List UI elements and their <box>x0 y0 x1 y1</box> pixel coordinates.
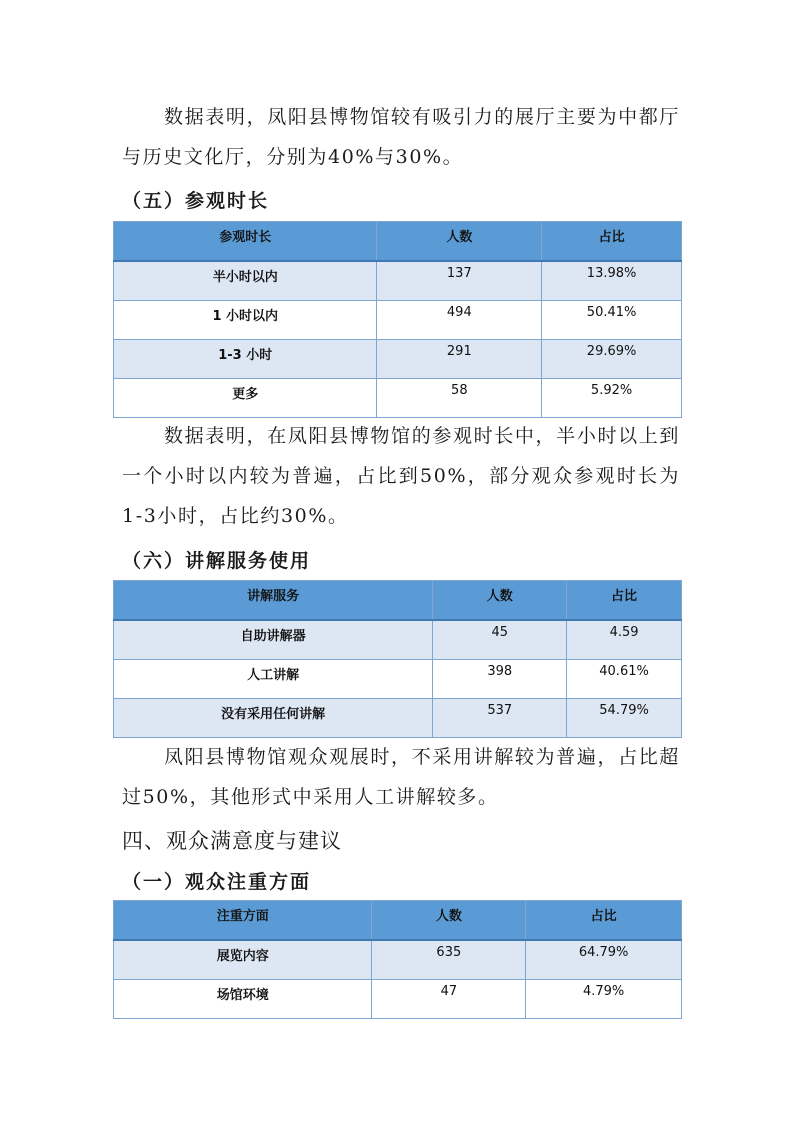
row-label: 场馆环境 <box>114 980 372 1019</box>
row-label: 1 小时以内 <box>114 301 377 340</box>
percent-cell: 13.98% <box>542 261 682 301</box>
count-cell: 635 <box>372 940 526 980</box>
row-label: 人工讲解 <box>114 660 433 699</box>
table-header-row <box>114 581 682 621</box>
table-row <box>114 940 682 980</box>
count-cell: 494 <box>377 301 542 340</box>
table-visitor-focus <box>113 900 682 1019</box>
chapter-heading-satisfaction: 四、观众满意度与建议 <box>122 829 342 853</box>
count-cell: 47 <box>372 980 526 1019</box>
table-row <box>114 699 682 738</box>
count-cell: 58 <box>377 379 542 418</box>
header-cell: 占比 <box>567 581 682 621</box>
table-guide-service <box>113 580 682 738</box>
header-cell: 讲解服务 <box>114 581 433 621</box>
table-row <box>114 660 682 699</box>
percent-cell: 64.79% <box>526 940 682 980</box>
count-cell: 398 <box>433 660 567 699</box>
header-cell: 人数 <box>433 581 567 621</box>
percent-cell: 5.92% <box>542 379 682 418</box>
table-row <box>114 620 682 660</box>
count-cell: 537 <box>433 699 567 738</box>
table-row <box>114 261 682 301</box>
table-row <box>114 301 682 340</box>
row-label: 展览内容 <box>114 940 372 980</box>
percent-cell: 54.79% <box>567 699 682 738</box>
paragraph-visit-duration: 数据表明，在凤阳县博物馆的参观时长中，半小时以上到一个小时以内较为普遍，占比到50%，部分观众参观时长为1-3小时，占比约30%。 <box>122 425 680 527</box>
row-label: 更多 <box>114 379 377 418</box>
header-cell: 人数 <box>372 901 526 941</box>
header-cell: 注重方面 <box>114 901 372 941</box>
paragraph-exhibit-halls: 数据表明，凤阳县博物馆较有吸引力的展厅主要为中都厅与历史文化厅，分别为40%与30%。 <box>122 106 680 168</box>
count-cell: 137 <box>377 261 542 301</box>
table-header-row <box>114 222 682 262</box>
percent-cell: 40.61% <box>567 660 682 699</box>
percent-cell: 4.79% <box>526 980 682 1019</box>
header-cell: 占比 <box>542 222 682 262</box>
header-cell: 人数 <box>377 222 542 262</box>
header-cell: 占比 <box>526 901 682 941</box>
table-header-row <box>114 901 682 941</box>
table-row <box>114 980 682 1019</box>
table-row <box>114 340 682 379</box>
paragraph-guide-service: 凤阳县博物馆观众观展时，不采用讲解较为普遍，占比超过50%，其他形式中采用人工讲解较多。 <box>122 746 680 808</box>
table-visit-duration <box>113 221 682 418</box>
count-cell: 45 <box>433 620 567 660</box>
row-label: 1-3 小时 <box>114 340 377 379</box>
row-label: 没有采用任何讲解 <box>114 699 433 738</box>
percent-cell: 50.41% <box>542 301 682 340</box>
section-heading-guide-service: （六）讲解服务使用 <box>122 550 312 572</box>
section-heading-visitor-focus: （一）观众注重方面 <box>122 871 312 893</box>
table-row <box>114 379 682 418</box>
row-label: 半小时以内 <box>114 261 377 301</box>
percent-cell: 29.69% <box>542 340 682 379</box>
row-label: 自助讲解器 <box>114 620 433 660</box>
count-cell: 291 <box>377 340 542 379</box>
percent-cell: 4.59 <box>567 620 682 660</box>
section-heading-visit-duration: （五）参观时长 <box>122 190 270 212</box>
header-cell: 参观时长 <box>114 222 377 262</box>
